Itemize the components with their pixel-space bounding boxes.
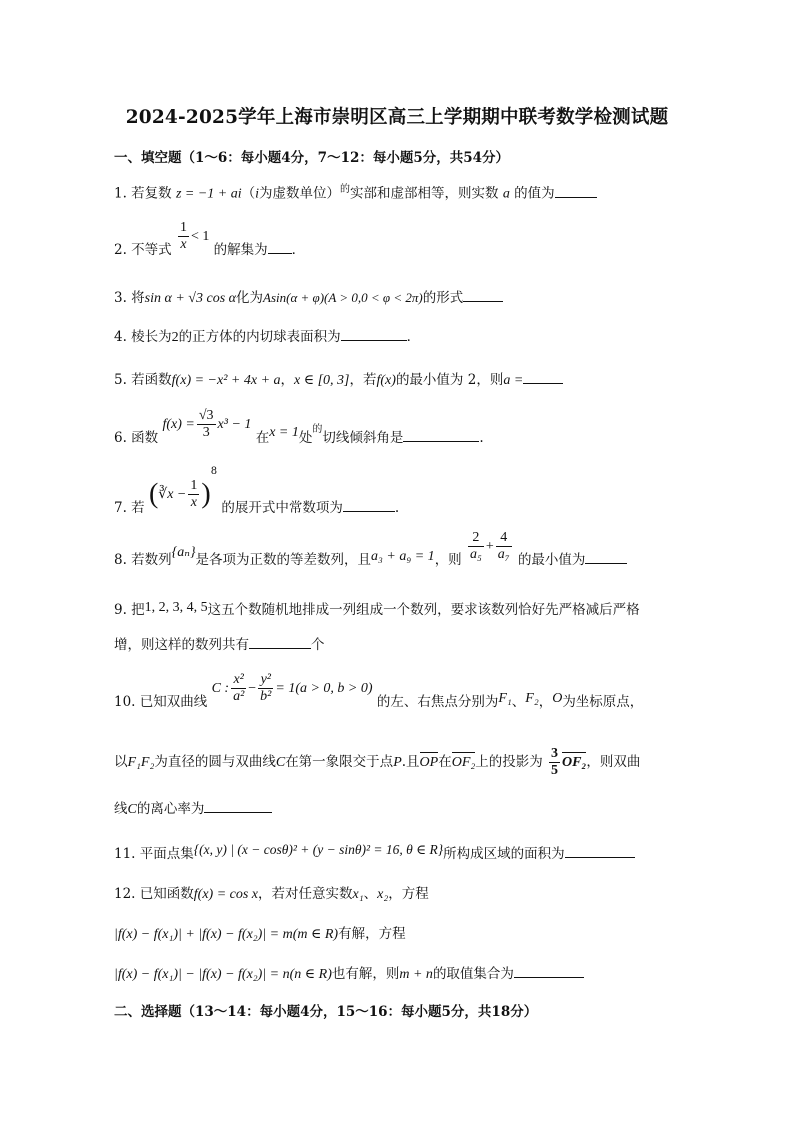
question-5: 5. 若函数f(x) = −x² + 4x + a，x ∈ [0, 3]，若f(x)的最小值为 2，则a =: [114, 368, 563, 389]
question-4: 4. 棱长为2的正方体的内切球表面积为 ．: [114, 329, 421, 345]
page-title: 2024-2025学年上海市崇明区高三上学期期中联考数学检测试题: [125, 107, 669, 128]
question-2: 2. 不等式 $\frac{1}{x}$ < 1 的解集为 ．: [114, 220, 306, 258]
answer-blank[interactable]: [204, 800, 272, 813]
answer-blank[interactable]: [523, 371, 563, 384]
answer-blank[interactable]: [343, 499, 395, 512]
question-7: 7. 若 (∛x − $\frac{1}{x}$ )$^8$ 的展开式中常数项为 .: [114, 466, 400, 516]
question-11: 11. 平面点集{(x, y) | (x − cosθ)² + (y − sinθ)² = 16, θ ∈ R}所构成区域的面积为: [114, 842, 635, 862]
fraction-sqrt3-over-3: $\frac{√3}{3}$: [198, 408, 214, 440]
question-6: 6. 函数 f(x) = $\frac{√3}{3}$ x³ − 1 在x = 1处$_的$切线倾斜角是 .: [114, 408, 484, 446]
question-10-line-3: 线C的离心率为: [114, 797, 272, 818]
answer-blank[interactable]: [585, 551, 627, 564]
question-9-line-1: 9. 把1, 2, 3, 4, 5这五个数随机地排成一列组成一个数列，要求该数列恰好先严格减后严格: [114, 600, 640, 618]
answer-blank[interactable]: [249, 636, 311, 649]
question-12-line-1: 12. 已知函数f(x) = cos x，若对任意实数x₁、x₂，方程: [114, 886, 429, 902]
fraction-1-over-x: $\frac{1}{x}$: [190, 478, 198, 510]
answer-blank[interactable]: [341, 328, 407, 341]
question-3: 3. 将sin α + √3 cos α化为Asin(α + φ)(A > 0,0 < φ < 2π)的形式: [114, 286, 503, 307]
question-12-line-3: |f(x) − f(x₁)| − |f(x) − f(x₂)| = n(n ∈ R)也有解，则m + n的取值集合为: [114, 962, 584, 983]
vector-OP: OP: [419, 755, 439, 770]
question-12-line-2: |f(x) − f(x₁)| + |f(x) − f(x₂)| = m(m ∈ R)有解，方程: [114, 926, 406, 942]
question-10-line-2: 以F₁F₂为直径的圆与双曲线C在第一象限交于点P.且OP在OF₂上的投影为 $\frac{3}{5}$ OF₂，则双曲: [114, 746, 641, 778]
fraction-2-over-a5: $\frac{2}{\text{a₅}}$: [469, 530, 482, 562]
answer-blank[interactable]: [555, 185, 597, 198]
answer-blank[interactable]: [514, 965, 584, 978]
section-fill-blank-heading: 一、填空题（1～6：每小题4分，7～12：每小题5分，共54分）: [114, 150, 510, 166]
answer-blank[interactable]: [268, 241, 292, 254]
fraction-3-over-5: $\frac{3}{5}$: [551, 746, 559, 778]
question-8: 8. 若数列{aₙ}是各项为正数的等差数列，且a₃ + a₉ = 1，则 $\frac{2}{\text{a₅}}$ + $\frac{4}{\text{a₇}}$ 的最小值为: [114, 530, 627, 568]
answer-blank[interactable]: [463, 289, 503, 302]
fraction-1-over-x: $\frac{1}{x}$: [179, 220, 187, 252]
fraction-4-over-a7: $\frac{4}{\text{a₇}}$: [497, 530, 510, 562]
fraction-x2-over-a2: $\frac{\text{x²}}{\text{a²}}$: [233, 672, 245, 704]
answer-blank[interactable]: [403, 429, 479, 442]
vector-OF2-projection: OF₂: [562, 755, 587, 770]
question-1: 1. 若复数 z = −1 + ai（i为虚数单位）$^的$实部和虚部相等，则实数 a 的值为: [114, 180, 597, 203]
fraction-y2-over-b2: $\frac{\text{y²}}{\text{b²}}$: [260, 672, 272, 704]
question-9-line-2: 增，则这样的数列共有 个: [114, 637, 325, 653]
answer-blank[interactable]: [565, 845, 635, 858]
section-multiple-choice-heading: 二、选择题（13～14：每小题4分，15～16：每小题5分，共18分）: [114, 1004, 538, 1020]
vector-OF2: OF₂: [451, 755, 476, 770]
question-10-line-1: 10. 已知双曲线 C : $\frac{\text{x²}}{\text{a²}}$ − $\frac{\text{y²}}{\text{b²}}$ = 1(a > 0, b > 0) 的左、右焦点分别为F₁、F₂，O为坐标原点，: [114, 672, 644, 710]
